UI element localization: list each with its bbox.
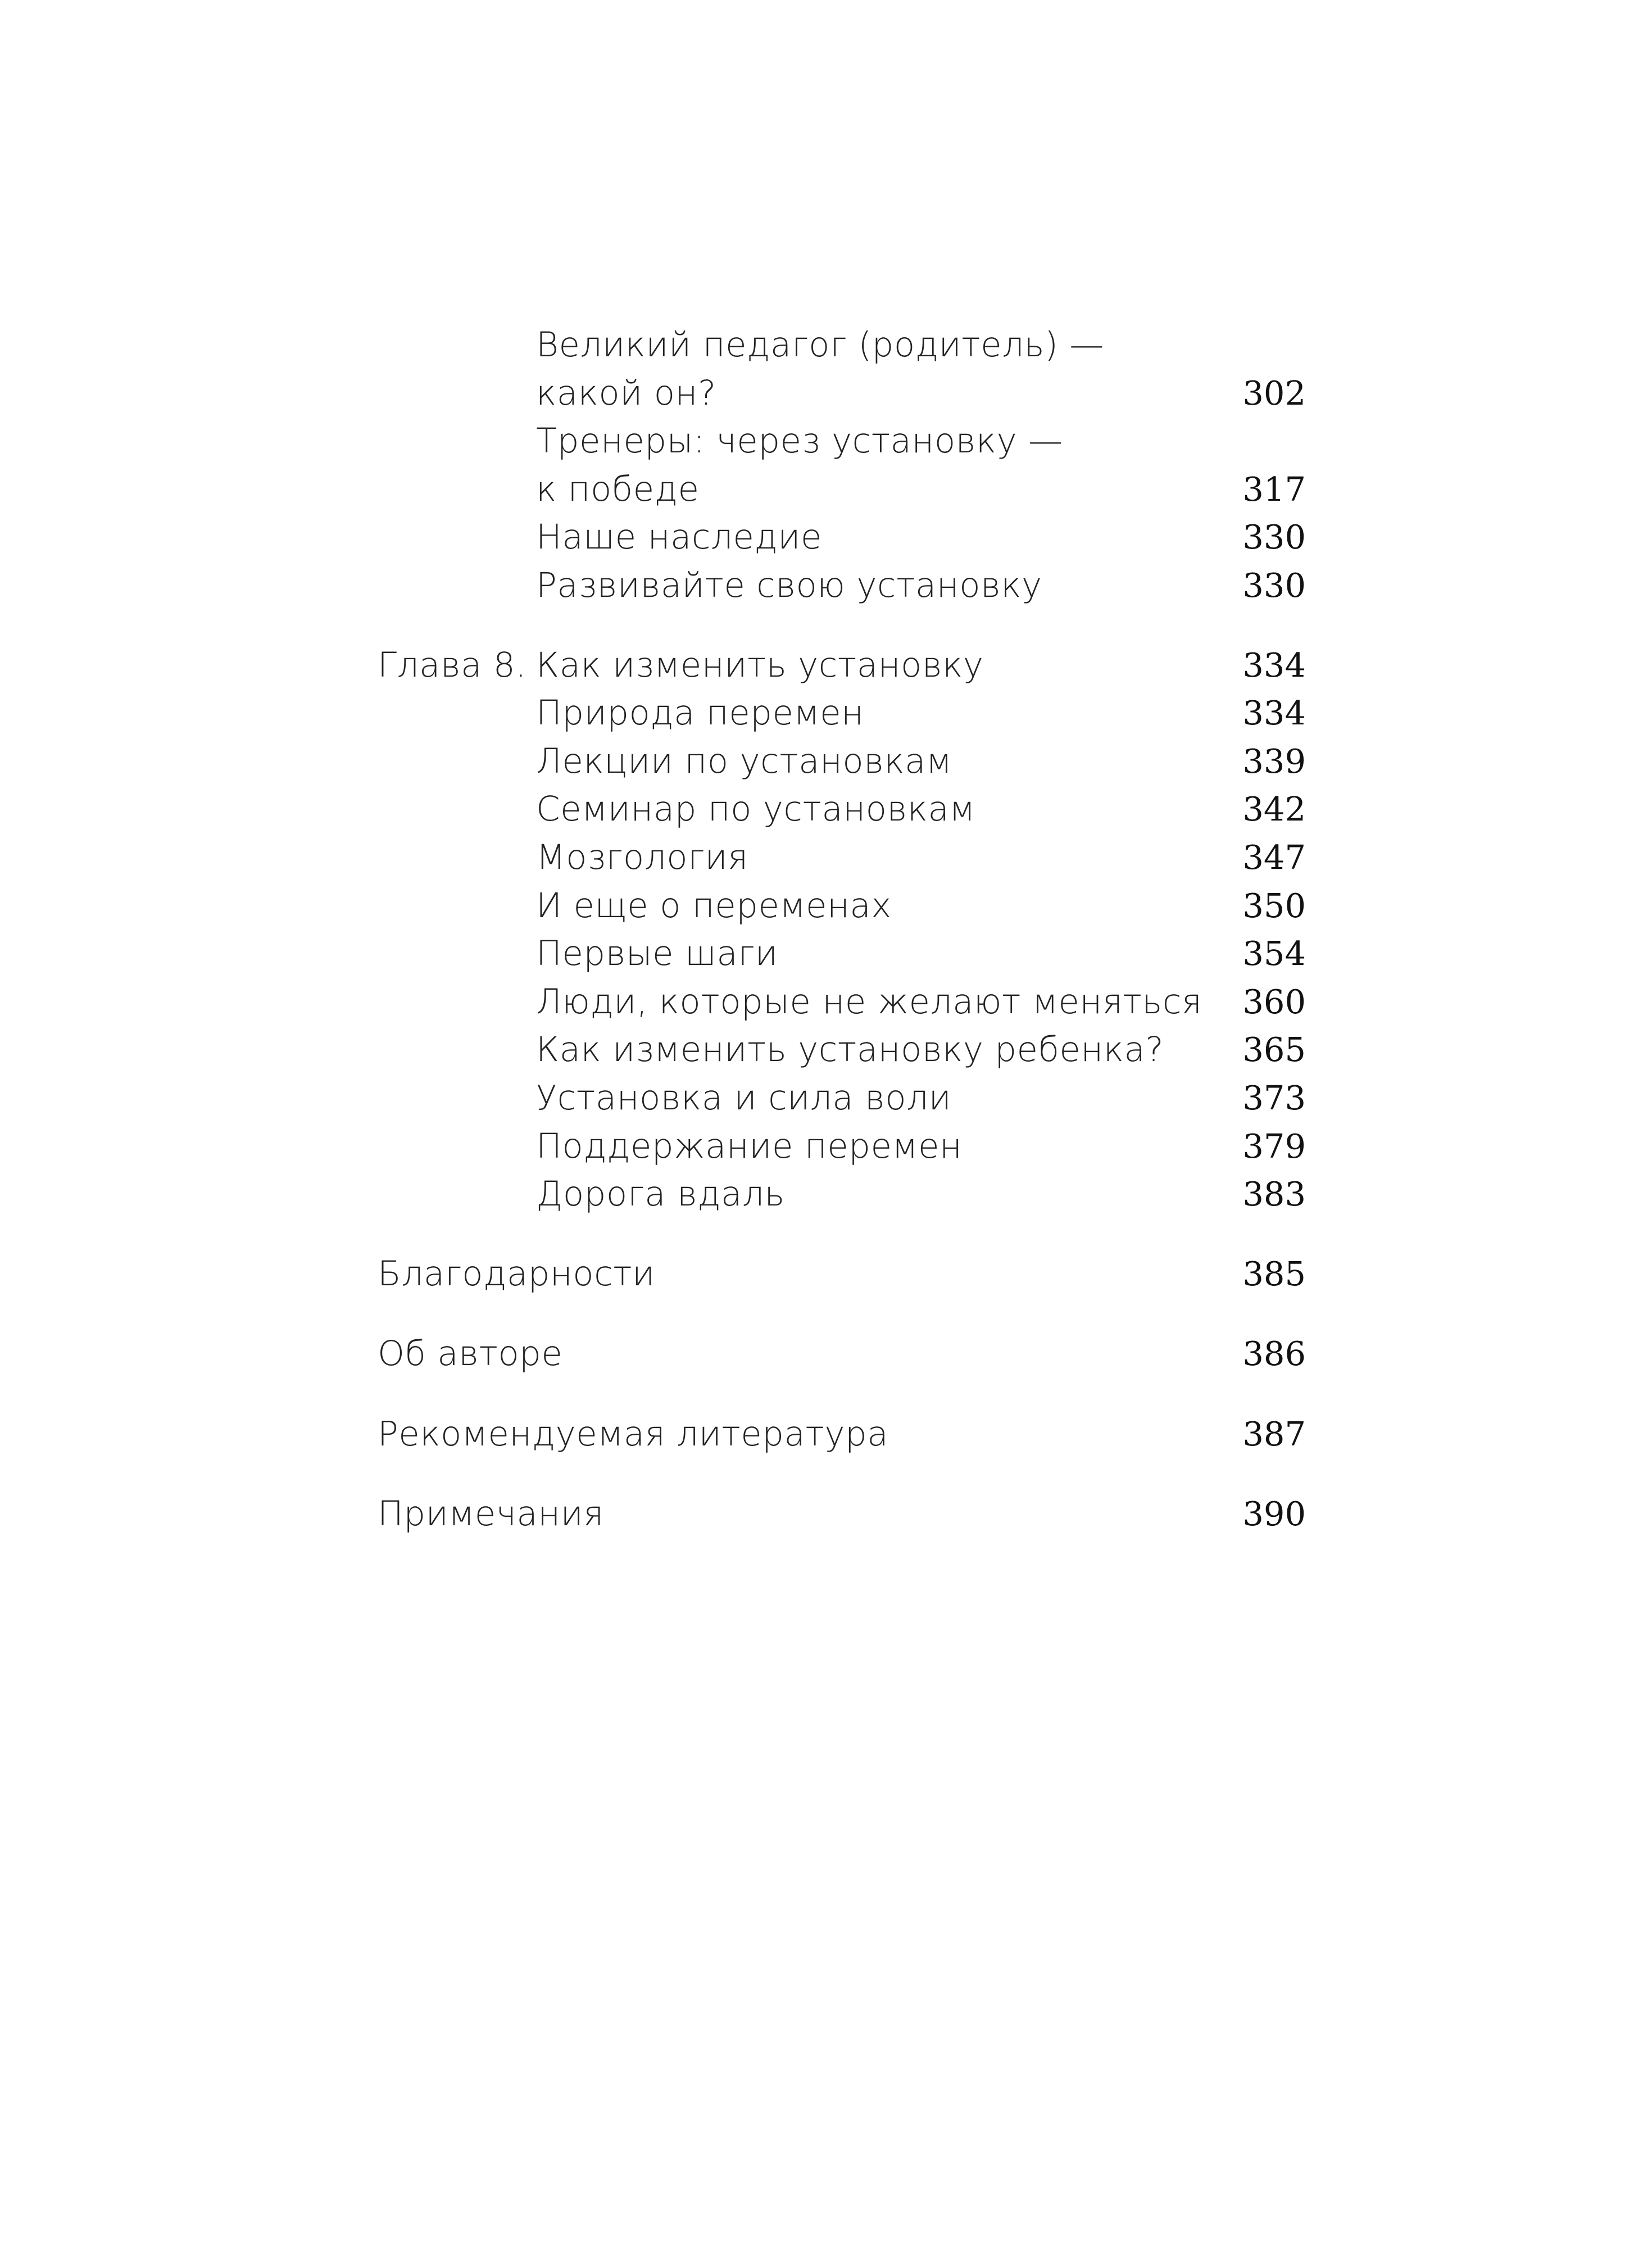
toc-page-number: 342 [1242,790,1306,828]
toc-entry-title: Великий педагог (родитель) — [536,325,1104,365]
toc-page-number: 339 [1242,742,1306,781]
toc-entry-title: Наше наследие [536,517,822,557]
chapter-title: Как изменить установку [536,645,984,685]
toc-section-title: Поддержание перемен [536,1126,963,1166]
toc-page-number: 365 [1242,1030,1306,1069]
toc-page-number: 360 [1242,982,1306,1021]
toc-entry-title: к победе [536,469,700,509]
toc-backmatter-title: Об авторе [378,1334,563,1374]
chapter-label: Глава 8. [378,645,527,685]
toc-entry-title: Развивайте свою установку [536,565,1042,605]
toc-section-title: Как изменить установку ребенка? [536,1030,1164,1069]
toc-section-title: Мозгология [536,837,748,877]
toc-page-number: 334 [1242,646,1306,685]
toc-section-title: Лекции по установкам [536,741,952,781]
toc-page-number: 379 [1242,1127,1306,1166]
toc-section-title: Природа перемен [536,693,864,733]
toc-backmatter-title: Благодарности [378,1254,655,1294]
toc-section-title: И еще о переменах [536,886,892,926]
toc-page-number: 334 [1242,694,1306,732]
toc-section-title: Люди, которые не желают меняться [536,982,1202,1022]
toc-page-number: 383 [1242,1175,1306,1213]
toc-page-number: 330 [1242,566,1306,605]
toc-page-number: 330 [1242,518,1306,556]
toc-section-title: Семинар по установкам [536,789,975,829]
toc-backmatter-title: Рекомендуемая литература [378,1414,889,1454]
toc-page-number: 386 [1242,1334,1306,1373]
toc-backmatter-title: Примечания [378,1494,604,1534]
toc-section-title: Первые шаги [536,933,778,973]
toc-page-number: 317 [1242,470,1306,509]
toc-page-number: 387 [1242,1415,1306,1453]
toc-page-number: 390 [1242,1494,1306,1533]
toc-page-number: 354 [1242,934,1306,973]
toc-page-number: 302 [1242,374,1306,413]
toc-page-number: 385 [1242,1254,1306,1293]
toc-page-number: 373 [1242,1078,1306,1117]
toc-entry-title: Тренеры: через установку — [536,421,1063,461]
toc-page-number: 350 [1242,886,1306,925]
toc-section-title: Установка и сила воли [536,1078,952,1118]
toc-page-number: 347 [1242,838,1306,877]
toc-section-title: Дорога вдаль [536,1174,785,1214]
toc-entry-title: какой он? [536,373,716,413]
